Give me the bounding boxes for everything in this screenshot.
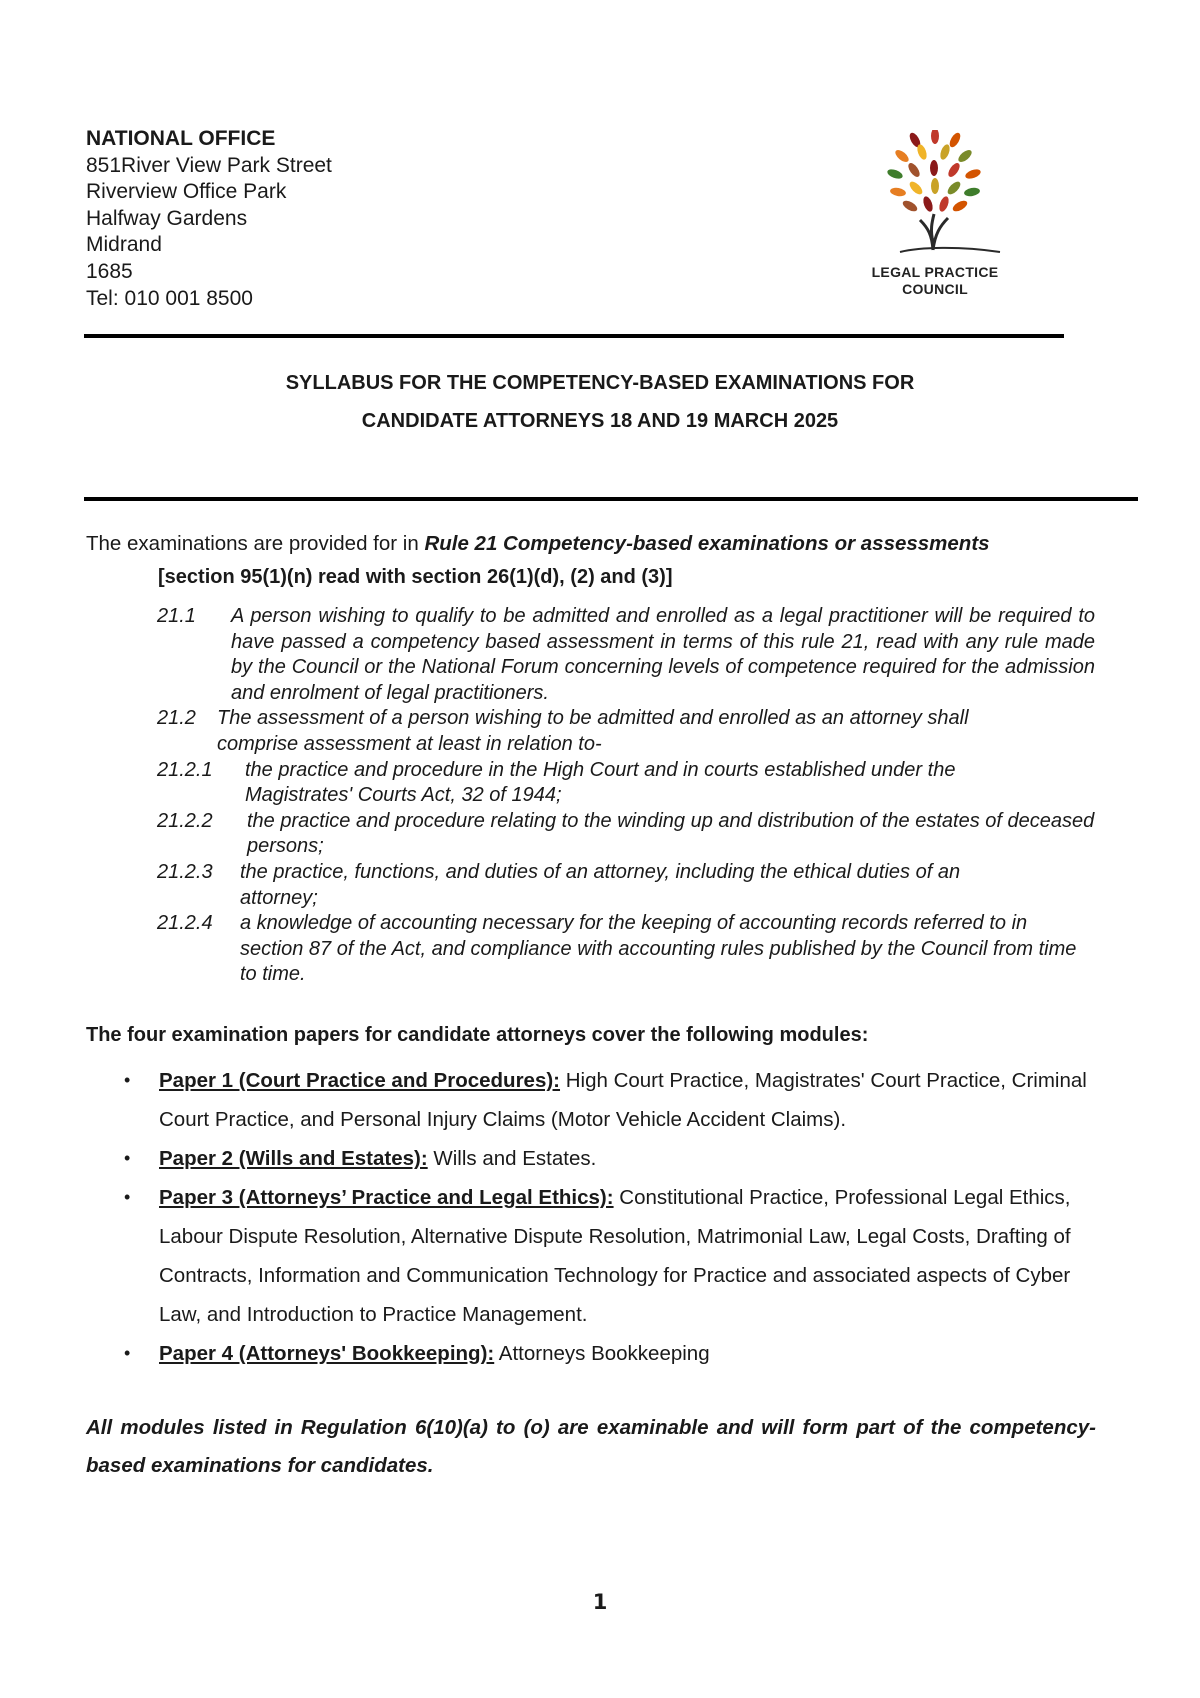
list-item (86, 1139, 1106, 1178)
paper-description: Constitutional Practice, Professional Legal Ethics, Labour Dispute Resolution, Alternative Dispute Resolution, Matrimonial Law, Legal Costs, Drafting of Contracts, Information and Communication Technology for Practice and associated aspects of Cyber Law, and Introduction to Practice Management. (159, 1186, 1071, 1326)
paper-description: Wills and Estates. (427, 1147, 597, 1170)
rule-21-list (157, 604, 1095, 988)
address-line: Halfway Gardens (86, 206, 248, 230)
page-title-line1: SYLLABUS FOR THE COMPETENCY-BASED EXAMINATIONS FOR (285, 372, 915, 394)
leaf-shape (931, 178, 939, 194)
tree-logo-icon (840, 130, 1030, 260)
rule-item (157, 911, 1095, 988)
logo-text-line2: COUNCIL (902, 281, 968, 297)
header-divider (84, 334, 1064, 338)
list-item (86, 1061, 1106, 1139)
rule-item (157, 758, 1095, 809)
address-line: 851River View Park Street (86, 153, 332, 177)
bullet: • (124, 1148, 131, 1168)
paper-description: Attorneys Bookkeeping (494, 1342, 710, 1365)
rule-item (157, 706, 1095, 757)
rule-text: The assessment of a person wishing to be admitted and enrolled as an attorney shall comprise assessment at least in relation to- (217, 707, 969, 755)
office-title: NATIONAL OFFICE (86, 127, 276, 150)
bullet: • (124, 1070, 131, 1090)
paper-label: Paper 3 (Attorneys’ Practice and Legal Ethics): (159, 1186, 614, 1209)
leaf-shape (948, 131, 963, 149)
paper-label: Paper 4 (Attorneys' Bookkeeping): (159, 1342, 495, 1365)
rule-text: A person wishing to qualify to be admitted and enrolled as a legal practitioner will be required to have passed a competency based assessment in terms of this rule 21, read with any rule made by the Council or the National Forum concerning levels of competence required for the admission and enrolment of legal practitioners. (231, 605, 1095, 704)
leaf-shape (893, 148, 910, 164)
leaf-shape (964, 168, 982, 181)
page-title-line2: CANDIDATE ATTORNEYS 18 AND 19 MARCH 2025 (361, 410, 839, 432)
bullet: • (124, 1343, 131, 1363)
rule-text: the practice and procedure relating to the winding up and distribution of the estates of deceased persons; (247, 809, 1095, 858)
leaf-shape (886, 168, 904, 181)
rule-number: 21.2.2 (157, 809, 213, 832)
rule-text: a knowledge of accounting necessary for the keeping of accounting records referred to in section 87 of the Act, and compliance with accounting rules published by the Council from time to time. (240, 912, 1077, 986)
leaf-shape (931, 130, 939, 144)
address-line: Riverview Office Park (86, 180, 287, 204)
leaf-shape (889, 187, 906, 198)
leaf-shape (906, 161, 922, 179)
paper-label: Paper 2 (Wills and Estates): (159, 1147, 428, 1170)
rule-item (157, 604, 1095, 706)
modules-intro: The four examination papers for candidate attorneys cover the following modules: (86, 1024, 869, 1046)
leaf-shape (956, 148, 973, 164)
section-reference: [section 95(1)(n) read with section 26(1)(d), (2) and (3)] (158, 566, 673, 588)
rule-number: 21.2.1 (157, 758, 213, 781)
address-line: 1685 (86, 259, 133, 283)
rule-item (157, 809, 1095, 860)
leaf-shape (939, 143, 952, 161)
rule-text: the practice, functions, and duties of an attorney, including the ethical duties of an attorney; (240, 860, 961, 909)
rule-number: 21.1 (157, 605, 196, 627)
rule-number: 21.2.4 (157, 912, 213, 935)
title-divider (84, 497, 1138, 501)
logo-text-line1: LEGAL PRACTICE (871, 264, 999, 280)
office-address (86, 126, 332, 312)
rule-number: 21.2.3 (157, 860, 213, 883)
rule-reference: Rule 21 Competency-based examinations or assessments (424, 532, 990, 555)
leaf-shape (938, 195, 951, 213)
leaf-shape (901, 199, 919, 214)
telephone: Tel: 010 001 8500 (86, 286, 253, 310)
rule-item (157, 860, 1095, 911)
intro-paragraph (86, 532, 990, 556)
closing-statement: All modules listed in Regulation 6(10)(a) to (o) are examinable and will form part of the competency-based examinations for candidates. (86, 1416, 1096, 1477)
leaf-shape (946, 180, 963, 197)
address-line: Midrand (86, 233, 162, 257)
rule-text: the practice and procedure in the High Court and in courts established under the Magistrates' Courts Act, 32 of 1944; (245, 758, 956, 807)
list-item (86, 1178, 1106, 1334)
paper-list (86, 1061, 1106, 1373)
leaf-shape (930, 160, 938, 176)
paper-label: Paper 1 (Court Practice and Procedures): (159, 1069, 561, 1092)
rule-number: 21.2 (157, 707, 196, 730)
leaf-shape (951, 199, 969, 214)
leaf-shape (946, 161, 962, 179)
page-number: 1 (592, 1590, 608, 1614)
legal-practice-council-logo (840, 130, 1030, 300)
paper-description: High Court Practice, Magistrates' Court Practice, Criminal Court Practice, and Personal Injury Claims (Motor Vehicle Accident Claims). (159, 1069, 1087, 1131)
leaf-shape (908, 180, 925, 197)
list-item (86, 1334, 1106, 1373)
leaf-shape (963, 187, 980, 198)
intro-lead: The examinations are provided for in (86, 532, 425, 555)
leaf-shape (922, 195, 935, 213)
bullet: • (124, 1187, 131, 1207)
